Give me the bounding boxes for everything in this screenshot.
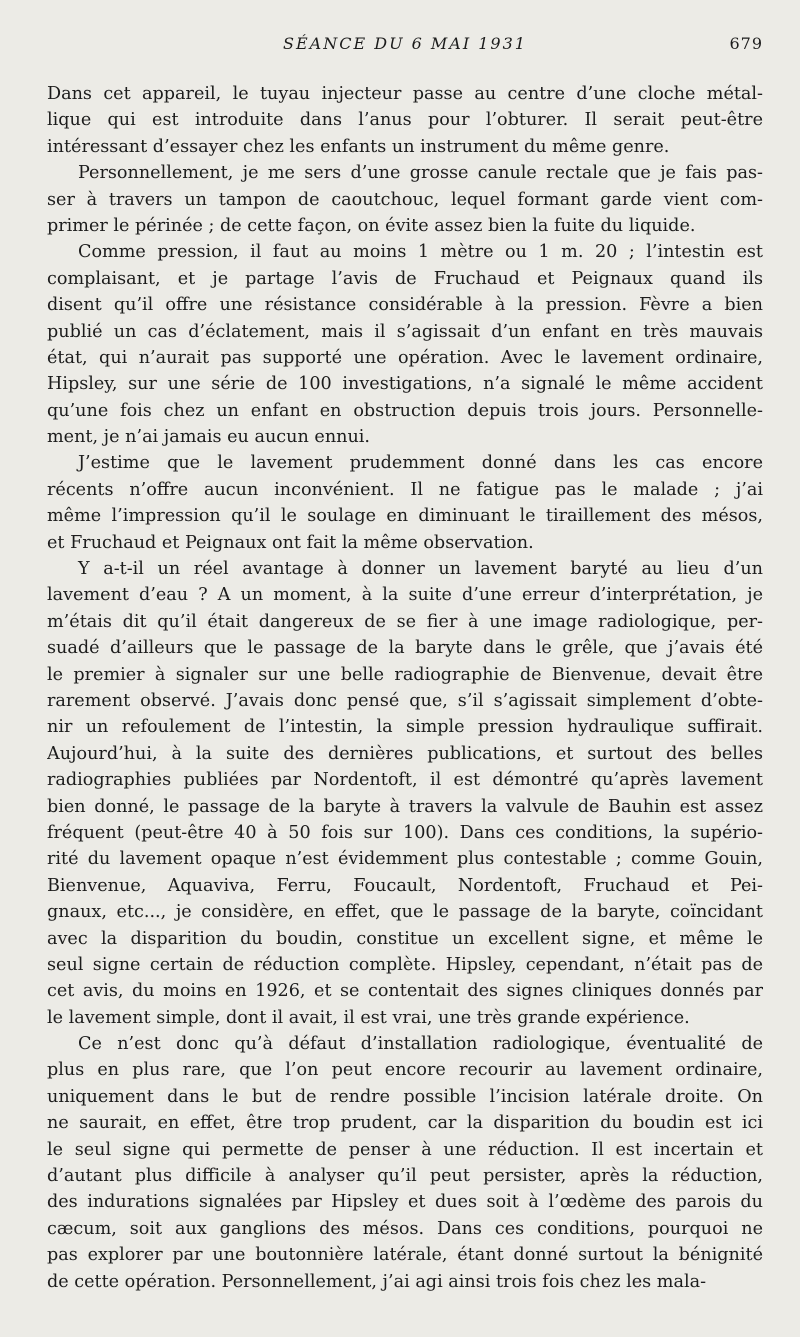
text-line: complaisant, et je partage l’avis de Fruchaud et Peignaux quand ils (47, 268, 763, 289)
paragraph (47, 1031, 763, 1295)
text-line: rité du lavement opaque n’est évidemment plus contestable ; comme Gouin, (47, 849, 763, 870)
text-line: lique qui est introduite dans l’anus pour l’obturer. Il serait peut-être (47, 110, 763, 131)
paragraph (47, 81, 763, 160)
paragraph (47, 239, 763, 450)
paragraph (47, 556, 763, 1031)
text-line: Comme pression, il faut au moins 1 mètre ou 1 m. 20 ; l’intestin est (78, 242, 763, 263)
text-line: gnaux, etc..., je considère, en effet, que le passage de la baryte, coïncidant (47, 902, 763, 923)
running-title: SÉANCE DU 6 MAI 1931 (283, 34, 527, 53)
text-line: pas explorer par une boutonnière latérale, étant donné surtout la bénignité (47, 1245, 763, 1266)
text-line: fréquent (peut-être 40 à 50 fois sur 100). Dans ces conditions, la supério- (47, 822, 763, 843)
text-line: avec la disparition du boudin, constitue un excellent signe, et même le (47, 928, 763, 949)
running-head (47, 34, 763, 58)
text-line: de cette opération. Personnellement, j’ai agi ainsi trois fois chez les mala- (47, 1271, 707, 1292)
text-line: Ce n’est donc qu’à défaut d’installation radiologique, éventualité de (78, 1034, 763, 1055)
text-line: nir un refoulement de l’intestin, la simple pression hydraulique suffirait. (47, 717, 763, 738)
text-line: Dans cet appareil, le tuyau injecteur passe au centre d’une cloche métal- (47, 84, 763, 104)
text-line: Personnellement, je me sers d’une grosse canule rectale que je fais pas- (78, 163, 763, 184)
text-line: Y a-t-il un réel avantage à donner un lavement baryté au lieu d’un (78, 559, 763, 580)
text-line: le premier à signaler sur une belle radiographie de Bienvenue, devait être (47, 664, 763, 685)
text-line: d’autant plus difficile à analyser qu’il peut persister, après la réduction, (47, 1166, 763, 1187)
paragraph (47, 160, 763, 239)
text-line: ser à travers un tampon de caoutchouc, lequel formant garde vient com- (47, 189, 763, 210)
text-line: cæcum, soit aux ganglions des mésos. Dans ces conditions, pourquoi ne (47, 1218, 763, 1239)
text-line: rarement observé. J’avais donc pensé que, s’il s’agissait simplement d’obte- (47, 690, 763, 711)
text-line: publié un cas d’éclatement, mais il s’agissait d’un enfant en très mauvais (47, 321, 763, 342)
text-line: seul signe certain de réduction complète. Hipsley, cependant, n’était pas de (47, 954, 763, 975)
text-line: le lavement simple, dont il avait, il est vrai, une très grande expérience. (47, 1007, 690, 1028)
text-line: des indurations signalées par Hipsley et dues soit à l’œdème des parois du (47, 1192, 763, 1213)
text-line: ment, je n’ai jamais eu aucun ennui. (47, 427, 371, 448)
page-number: 679 (729, 34, 763, 53)
paragraph (47, 450, 763, 556)
text-line: disent qu’il offre une résistance considérable à la pression. Fèvre a bien (47, 295, 763, 316)
text-line: m’étais dit qu’il était dangereux de se fier à une image radiologique, per- (47, 611, 763, 632)
text-line: uniquement dans le but de rendre possible l’incision latérale droite. On (47, 1086, 763, 1107)
text-line: plus en plus rare, que l’on peut encore recourir au lavement ordinaire, (47, 1060, 763, 1081)
text-line: intéressant d’essayer chez les enfants un instrument du même genre. (47, 136, 670, 157)
body-text (47, 81, 763, 1295)
text-line: Aujourd’hui, à la suite des dernières publications, et surtout des belles (47, 743, 763, 764)
text-line: J’estime que le lavement prudemment donné dans les cas encore (78, 453, 763, 474)
text-line: suadé d’ailleurs que le passage de la baryte dans le grêle, que j’avais été (47, 638, 763, 659)
text-line: bien donné, le passage de la baryte à travers la valvule de Bauhin est assez (47, 796, 763, 817)
text-line: qu’une fois chez un enfant en obstruction depuis trois jours. Personnelle- (47, 400, 763, 421)
text-line: ne saurait, en effet, être trop prudent, car la disparition du boudin est ici (47, 1113, 763, 1134)
text-line: lavement d’eau ? A un moment, à la suite d’une erreur d’interprétation, je (47, 585, 763, 606)
text-line: Hipsley, sur une série de 100 investigations, n’a signalé le même accident (47, 374, 763, 395)
text-line: radiographies publiées par Nordentoft, il est démontré qu’après lavement (47, 770, 763, 791)
text-line: primer le périnée ; de cette façon, on évite assez bien la fuite du liquide. (47, 215, 696, 236)
text-line: Bienvenue, Aquaviva, Ferru, Foucault, Nordentoft, Fruchaud et Pei- (47, 875, 763, 896)
text-line: le seul signe qui permette de penser à une réduction. Il est incertain et (47, 1139, 763, 1160)
text-line: même l’impression qu’il le soulage en diminuant le tiraillement des mésos, (47, 506, 763, 527)
text-line: récents n’offre aucun inconvénient. Il ne fatigue pas le malade ; j’ai (47, 479, 763, 500)
text-line: et Fruchaud et Peignaux ont fait la même observation. (47, 532, 534, 553)
text-line: cet avis, du moins en 1926, et se contentait des signes cliniques donnés par (47, 981, 763, 1002)
text-line: état, qui n’aurait pas supporté une opération. Avec le lavement ordinaire, (47, 347, 763, 368)
